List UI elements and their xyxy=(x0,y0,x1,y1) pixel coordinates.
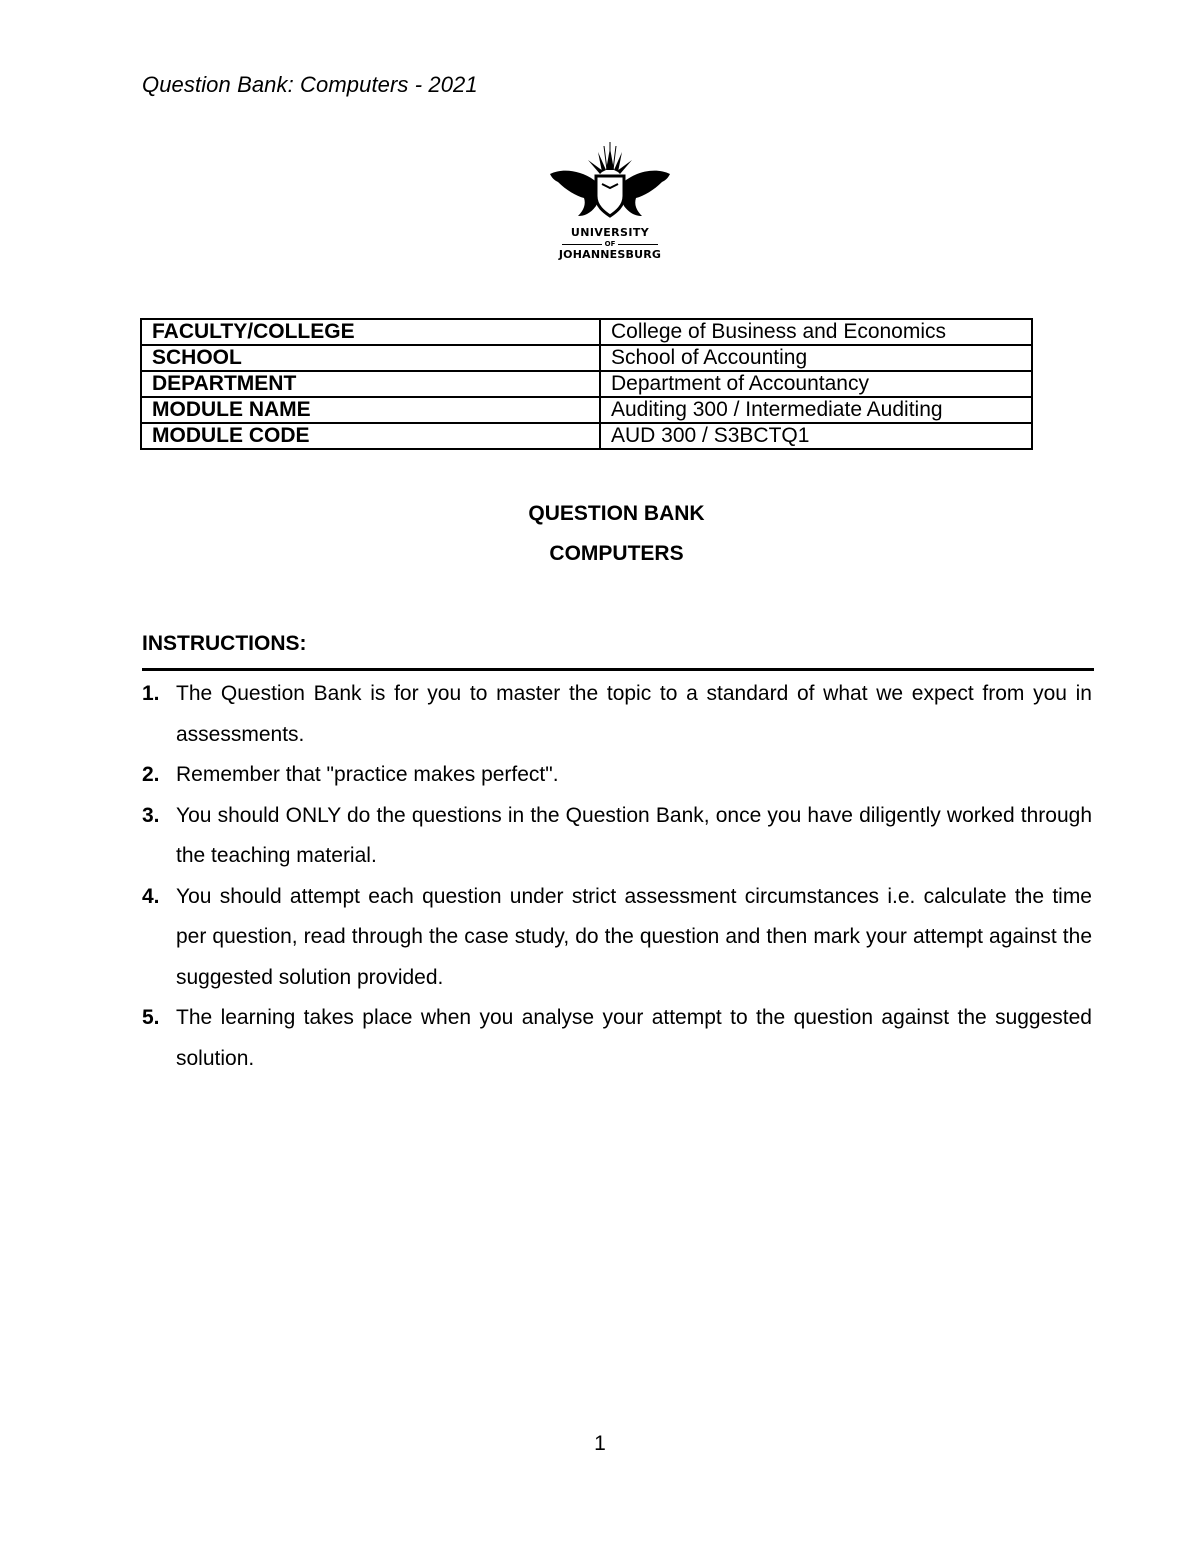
university-logo xyxy=(540,140,680,270)
table-row xyxy=(141,397,1032,423)
list-item-text: The learning takes place when you analyse your attempt to the question against the suggested solution. xyxy=(176,1006,1092,1070)
university-crest-icon xyxy=(540,140,680,224)
faculty-label: FACULTY/COLLEGE xyxy=(141,319,600,345)
logo-divider-right xyxy=(618,244,658,245)
document-title: QUESTION BANK xyxy=(528,502,705,525)
list-item-text: The Question Bank is for you to master the topic to a standard of what we expect from you in assessments. xyxy=(176,682,1092,746)
instructions-divider xyxy=(142,668,1094,671)
logo-johannesburg-text: JOHANNESBURG xyxy=(558,248,662,261)
list-item-text: Remember that "practice makes perfect". xyxy=(176,763,559,786)
list-item xyxy=(142,796,1092,877)
page-number: 1 xyxy=(594,1432,606,1455)
instructions-list xyxy=(142,674,1092,1079)
logo-of-text: OF xyxy=(604,240,616,248)
list-item-number: 2. xyxy=(142,763,160,786)
department-label: DEPARTMENT xyxy=(141,371,600,397)
instructions-heading: INSTRUCTIONS: xyxy=(142,632,307,655)
list-item-number: 4. xyxy=(142,884,160,908)
list-item xyxy=(142,998,1092,1079)
list-item-text: You should attempt each question under strict assessment circumstances i.e. calculate the time per question, read through the case study, do the question and then mark your attempt against the suggested solution provided. xyxy=(176,884,1092,989)
list-item xyxy=(142,674,1092,755)
module-name-label: MODULE NAME xyxy=(141,397,600,423)
list-item-number: 1. xyxy=(142,682,160,705)
module-info-table xyxy=(140,318,1033,450)
list-item-number: 3. xyxy=(142,803,160,827)
module-code-value: AUD 300 / S3BCTQ1 xyxy=(600,423,1032,449)
school-value: School of Accounting xyxy=(600,345,1032,371)
faculty-value: College of Business and Economics xyxy=(600,319,1032,345)
department-value: Department of Accountancy xyxy=(600,371,1032,397)
list-item xyxy=(142,877,1092,999)
table-row xyxy=(141,345,1032,371)
school-label: SCHOOL xyxy=(141,345,600,371)
module-code-label: MODULE CODE xyxy=(141,423,600,449)
logo-university-text: UNIVERSITY xyxy=(570,226,650,239)
list-item-text: You should ONLY do the questions in the Question Bank, once you have diligently worked through the teaching material. xyxy=(176,803,1092,867)
running-header: Question Bank: Computers - 2021 xyxy=(142,72,478,97)
document-subtitle: COMPUTERS xyxy=(549,542,684,565)
module-name-value: Auditing 300 / Intermediate Auditing xyxy=(600,397,1032,423)
table-row xyxy=(141,371,1032,397)
list-item-number: 5. xyxy=(142,1006,160,1029)
list-item xyxy=(142,755,1092,796)
table-row xyxy=(141,423,1032,449)
table-row xyxy=(141,319,1032,345)
